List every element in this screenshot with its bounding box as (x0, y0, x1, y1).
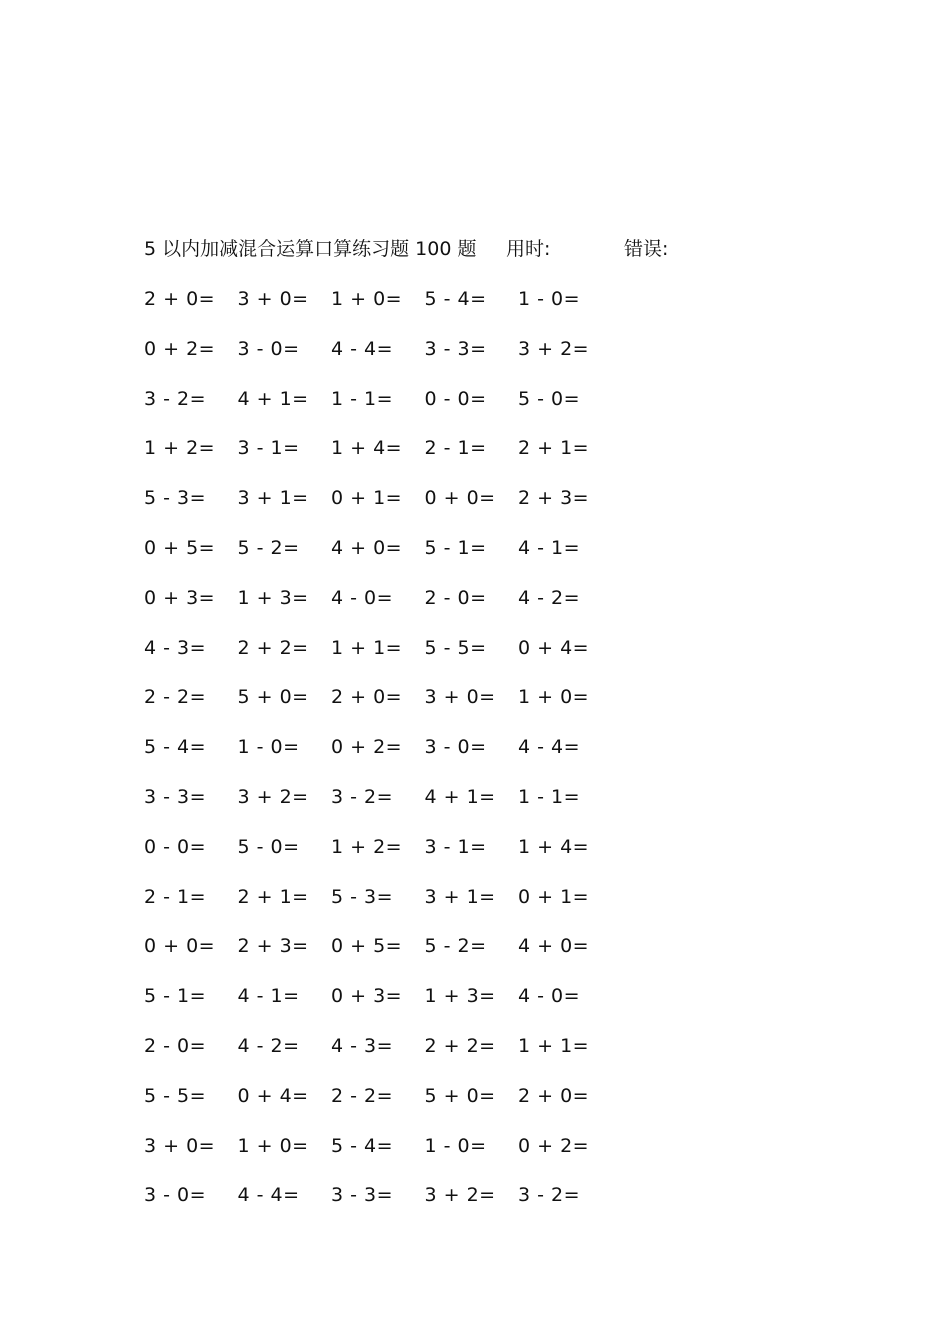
time-label: 用时: (506, 238, 551, 260)
arithmetic-problem: 3 + 0= (424, 686, 496, 709)
arithmetic-problem: 2 - 1= (144, 885, 207, 908)
arithmetic-problem: 1 + 4= (331, 437, 403, 460)
arithmetic-problem: 4 - 2= (237, 1034, 300, 1057)
arithmetic-problem: 1 - 1= (331, 387, 394, 410)
arithmetic-problem: 2 + 2= (424, 1034, 496, 1057)
arithmetic-problem: 4 + 0= (331, 536, 403, 559)
arithmetic-problem: 4 + 0= (518, 935, 590, 958)
arithmetic-problem: 2 + 1= (237, 885, 309, 908)
worksheet-title: 5 以内加减混合运算口算练习题 100 题 (144, 238, 477, 260)
arithmetic-problem: 1 + 0= (331, 288, 403, 310)
arithmetic-problem: 3 - 2= (331, 785, 394, 808)
arithmetic-problem: 5 - 4= (144, 736, 207, 759)
arithmetic-problem: 5 - 5= (424, 636, 487, 659)
arithmetic-problem: 2 + 3= (237, 935, 309, 958)
arithmetic-problem: 0 + 2= (518, 1134, 590, 1157)
arithmetic-problem: 0 + 4= (518, 636, 590, 659)
arithmetic-problem: 1 - 0= (237, 736, 300, 759)
arithmetic-problem: 3 - 3= (331, 1184, 394, 1207)
arithmetic-problem: 3 - 0= (144, 1184, 207, 1207)
arithmetic-problem: 0 + 0= (144, 935, 216, 958)
arithmetic-problem: 3 + 2= (424, 1184, 496, 1207)
arithmetic-problem: 3 + 0= (144, 1134, 216, 1157)
arithmetic-problem: 2 - 1= (424, 437, 487, 460)
arithmetic-problem: 5 - 4= (424, 288, 487, 310)
arithmetic-problem: 4 - 3= (331, 1034, 394, 1057)
arithmetic-problem: 5 + 0= (237, 686, 309, 709)
arithmetic-problem: 0 + 3= (144, 586, 216, 609)
arithmetic-problem: 1 + 3= (424, 985, 496, 1008)
arithmetic-problem: 5 - 4= (331, 1134, 394, 1157)
arithmetic-problem: 1 + 0= (518, 686, 590, 709)
arithmetic-problem: 4 - 0= (331, 586, 394, 609)
arithmetic-problem: 4 + 1= (424, 785, 496, 808)
arithmetic-problem: 4 - 0= (518, 985, 581, 1008)
arithmetic-problem: 0 + 0= (424, 487, 496, 510)
arithmetic-problem: 5 - 3= (144, 487, 207, 510)
arithmetic-problem: 3 - 0= (237, 337, 300, 360)
arithmetic-problem: 2 - 2= (144, 686, 207, 709)
arithmetic-problem: 4 + 1= (237, 387, 309, 410)
arithmetic-problem: 1 + 1= (518, 1034, 590, 1057)
arithmetic-problem: 3 - 0= (424, 736, 487, 759)
arithmetic-problem: 5 - 3= (331, 885, 394, 908)
arithmetic-problem: 2 - 0= (144, 1034, 207, 1057)
arithmetic-problem: 4 - 4= (518, 736, 581, 759)
arithmetic-problem: 1 - 1= (518, 785, 581, 808)
arithmetic-problem: 0 + 5= (144, 536, 216, 559)
arithmetic-problem: 0 + 1= (518, 885, 590, 908)
arithmetic-problem: 4 - 3= (144, 636, 207, 659)
arithmetic-problem: 3 - 2= (518, 1184, 581, 1207)
arithmetic-problem: 2 + 0= (518, 1084, 590, 1107)
arithmetic-problem: 3 + 1= (424, 885, 496, 908)
arithmetic-problem: 1 + 1= (331, 636, 403, 659)
arithmetic-problem: 0 + 2= (144, 337, 216, 360)
arithmetic-problem: 2 - 2= (331, 1084, 394, 1107)
arithmetic-problem: 3 + 2= (237, 785, 309, 808)
arithmetic-problem: 2 + 0= (144, 288, 216, 310)
arithmetic-problem: 4 - 1= (237, 985, 300, 1008)
arithmetic-problem: 4 - 1= (518, 536, 581, 559)
arithmetic-problem: 3 - 1= (424, 835, 487, 858)
arithmetic-problem: 3 - 3= (144, 785, 207, 808)
arithmetic-problem: 5 - 0= (237, 835, 300, 858)
arithmetic-problem: 1 + 0= (237, 1134, 309, 1157)
arithmetic-problem: 3 - 2= (144, 387, 207, 410)
arithmetic-problem: 1 - 0= (424, 1134, 487, 1157)
arithmetic-problem: 5 - 2= (237, 536, 300, 559)
arithmetic-problem: 1 - 0= (518, 288, 581, 310)
arithmetic-problem: 0 + 1= (331, 487, 403, 510)
arithmetic-problem: 5 - 5= (144, 1084, 207, 1107)
arithmetic-problem: 1 + 3= (237, 586, 309, 609)
arithmetic-problem: 2 + 3= (518, 487, 590, 510)
arithmetic-problem: 0 + 2= (331, 736, 403, 759)
arithmetic-problem: 5 - 1= (424, 536, 487, 559)
arithmetic-problem: 2 + 0= (331, 686, 403, 709)
arithmetic-problem: 0 + 4= (237, 1084, 309, 1107)
arithmetic-problem: 4 - 4= (331, 337, 394, 360)
arithmetic-problem: 1 + 2= (144, 437, 216, 460)
arithmetic-problem: 0 + 5= (331, 935, 403, 958)
arithmetic-problem: 1 + 2= (331, 835, 403, 858)
arithmetic-problem: 3 + 2= (518, 337, 590, 360)
arithmetic-problem: 3 + 1= (237, 487, 309, 510)
arithmetic-problem: 4 - 4= (237, 1184, 300, 1207)
error-label: 错误: (624, 238, 669, 260)
arithmetic-problem: 0 - 0= (424, 387, 487, 410)
arithmetic-problem: 3 - 3= (424, 337, 487, 360)
arithmetic-problem: 3 + 0= (237, 288, 309, 310)
arithmetic-problem: 5 - 1= (144, 985, 207, 1008)
arithmetic-problem: 2 + 1= (518, 437, 590, 460)
arithmetic-problem: 4 - 2= (518, 586, 581, 609)
arithmetic-problem: 0 - 0= (144, 835, 207, 858)
arithmetic-problem: 1 + 4= (518, 835, 590, 858)
arithmetic-problem: 3 - 1= (237, 437, 300, 460)
arithmetic-problem: 2 - 0= (424, 586, 487, 609)
arithmetic-problem: 5 - 2= (424, 935, 487, 958)
arithmetic-problem: 0 + 3= (331, 985, 403, 1008)
arithmetic-problem: 5 + 0= (424, 1084, 496, 1107)
arithmetic-problem: 2 + 2= (237, 636, 309, 659)
arithmetic-problem: 5 - 0= (518, 387, 581, 410)
